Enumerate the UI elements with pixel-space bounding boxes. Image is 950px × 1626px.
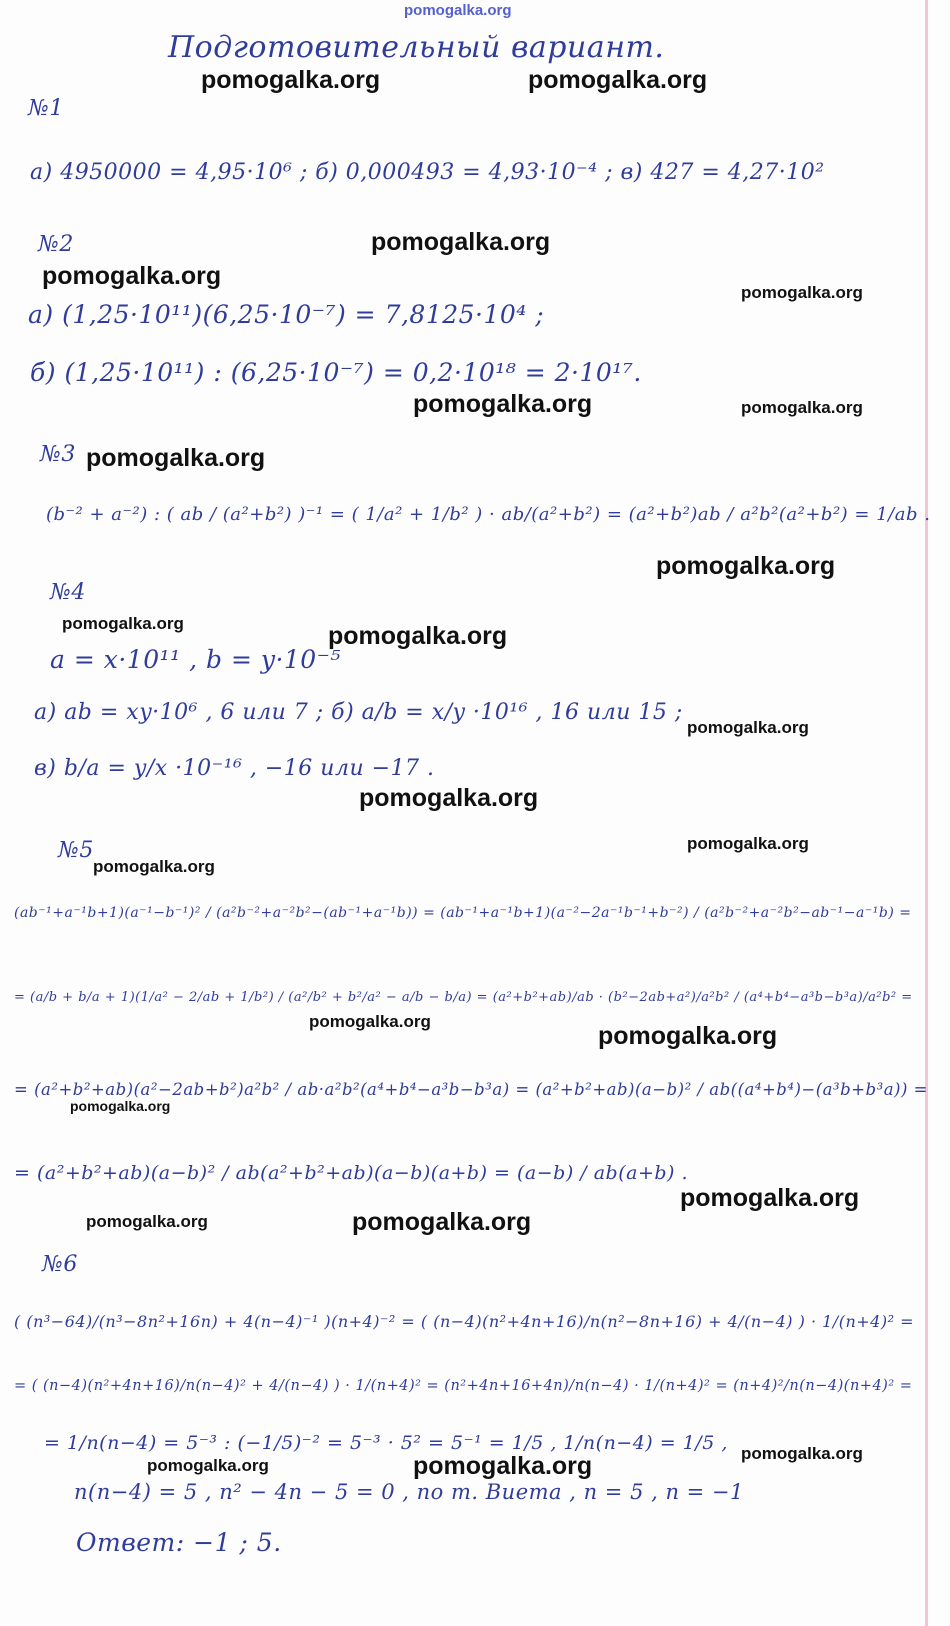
watermark: pomogalka.org bbox=[680, 1184, 860, 1212]
problem-2-label: №2 bbox=[38, 232, 74, 257]
watermark: pomogalka.org bbox=[93, 857, 215, 876]
watermark: pomogalka.org bbox=[656, 552, 836, 580]
watermark: pomogalka.org bbox=[528, 66, 708, 94]
watermark: pomogalka.org bbox=[86, 1212, 208, 1231]
margin-line bbox=[925, 0, 928, 1626]
problem-3-label: №3 bbox=[40, 442, 76, 467]
answer-line: Ответ: −1 ; 5. bbox=[76, 1528, 282, 1557]
watermark: pomogalka.org bbox=[201, 66, 381, 94]
watermark: pomogalka.org bbox=[328, 622, 508, 650]
problem-6-line-2: = ( (n−4)(n²+4n+16)/n(n−4)² + 4/(n−4) ) · 1/(n+4)² = (n²+4n+16+4n)/n(n−4) · 1/(n+4)² = (n+4)²/n(n−4)(n+4)² = bbox=[14, 1378, 913, 1394]
header-watermark: pomogalka.org bbox=[404, 2, 512, 19]
problem-2-line-1: а) (1,25·10¹¹)(6,25·10⁻⁷) = 7,8125·10⁴ ; bbox=[28, 300, 545, 329]
problem-2-line-2: б) (1,25·10¹¹) : (6,25·10⁻⁷) = 0,2·10¹⁸ = 2·10¹⁷. bbox=[30, 358, 642, 387]
problem-6-line-4: n(n−4) = 5 , n² − 4n − 5 = 0 , по т. Виета , n = 5 , n = −1 bbox=[74, 1480, 744, 1504]
problem-4-label: №4 bbox=[50, 580, 86, 605]
watermark: pomogalka.org bbox=[741, 398, 863, 417]
problem-5-label: №5 bbox=[58, 838, 94, 863]
problem-3-line-1: (b⁻² + a⁻²) : ( ab / (a²+b²) )⁻¹ = ( 1/a² + 1/b² ) · ab/(a²+b²) = (a²+b²)ab / a²b²(a²+b²) = 1/ab . bbox=[46, 504, 931, 525]
watermark: pomogalka.org bbox=[371, 228, 551, 256]
problem-6-line-3: = 1/n(n−4) = 5⁻³ : (−1/5)⁻² = 5⁻³ · 5² = 5⁻¹ = 1/5 , 1/n(n−4) = 1/5 , bbox=[44, 1432, 728, 1454]
problem-5-line-1: (ab⁻¹+a⁻¹b+1)(a⁻¹−b⁻¹)² / (a²b⁻²+a⁻²b²−(ab⁻¹+a⁻¹b)) = (ab⁻¹+a⁻¹b+1)(a⁻²−2a⁻¹b⁻¹+b⁻²) / (a²b⁻²+a⁻²b²−ab⁻¹−a⁻¹b) = bbox=[14, 905, 912, 921]
watermark: pomogalka.org bbox=[309, 1012, 431, 1031]
problem-4-line-3: в) b/a = y/x ·10⁻¹⁶ , −16 или −17 . bbox=[34, 756, 435, 781]
problem-4-line-1: a = x·10¹¹ , b = y·10⁻⁵ bbox=[50, 645, 341, 674]
page-title: Подготовительный вариант. bbox=[168, 30, 665, 65]
problem-6-label: №6 bbox=[42, 1252, 78, 1277]
watermark: pomogalka.org bbox=[359, 784, 539, 812]
watermark: pomogalka.org bbox=[42, 262, 222, 290]
watermark: pomogalka.org bbox=[741, 1444, 863, 1463]
watermark: pomogalka.org bbox=[62, 614, 184, 633]
watermark: pomogalka.org bbox=[352, 1208, 532, 1236]
watermark: pomogalka.org bbox=[413, 390, 593, 418]
problem-5-line-4: = (a²+b²+ab)(a−b)² / ab(a²+b²+ab)(a−b)(a+b) = (a−b) / ab(a+b) . bbox=[14, 1162, 689, 1184]
watermark: pomogalka.org bbox=[741, 283, 863, 302]
problem-1-label: №1 bbox=[28, 96, 64, 121]
problem-6-line-1: ( (n³−64)/(n³−8n²+16n) + 4(n−4)⁻¹ )(n+4)⁻² = ( (n−4)(n²+4n+16)/n(n²−8n+16) + 4/(n−4) ) · 1/(n+4)² = bbox=[14, 1312, 914, 1331]
problem-4-line-2: а) ab = xy·10⁶ , 6 или 7 ; б) a/b = x/y ·10¹⁶ , 16 или 15 ; bbox=[34, 700, 683, 725]
problem-5-line-2: = (a/b + b/a + 1)(1/a² − 2/ab + 1/b²) / (a²/b² + b²/a² − a/b − b/a) = (a²+b²+ab)/ab · (b²−2ab+a²)/a²b² / (a⁴+b⁴−a³b−b³a)/a²b² = bbox=[14, 990, 913, 1005]
watermark: pomogalka.org bbox=[86, 444, 266, 472]
watermark: pomogalka.org bbox=[687, 718, 809, 737]
watermark: pomogalka.org bbox=[70, 1098, 171, 1114]
problem-5-line-3: = (a²+b²+ab)(a²−2ab+b²)a²b² / ab·a²b²(a⁴+b⁴−a³b−b³a) = (a²+b²+ab)(a−b)² / ab((a⁴+b⁴)−(a³b+b³a)) = bbox=[14, 1080, 928, 1099]
watermark: pomogalka.org bbox=[598, 1022, 778, 1050]
watermark: pomogalka.org bbox=[147, 1456, 269, 1475]
problem-1-line-1: а) 4950000 = 4,95·10⁶ ; б) 0,000493 = 4,93·10⁻⁴ ; в) 427 = 4,27·10² bbox=[30, 160, 825, 185]
watermark: pomogalka.org bbox=[413, 1452, 593, 1480]
watermark: pomogalka.org bbox=[687, 834, 809, 853]
